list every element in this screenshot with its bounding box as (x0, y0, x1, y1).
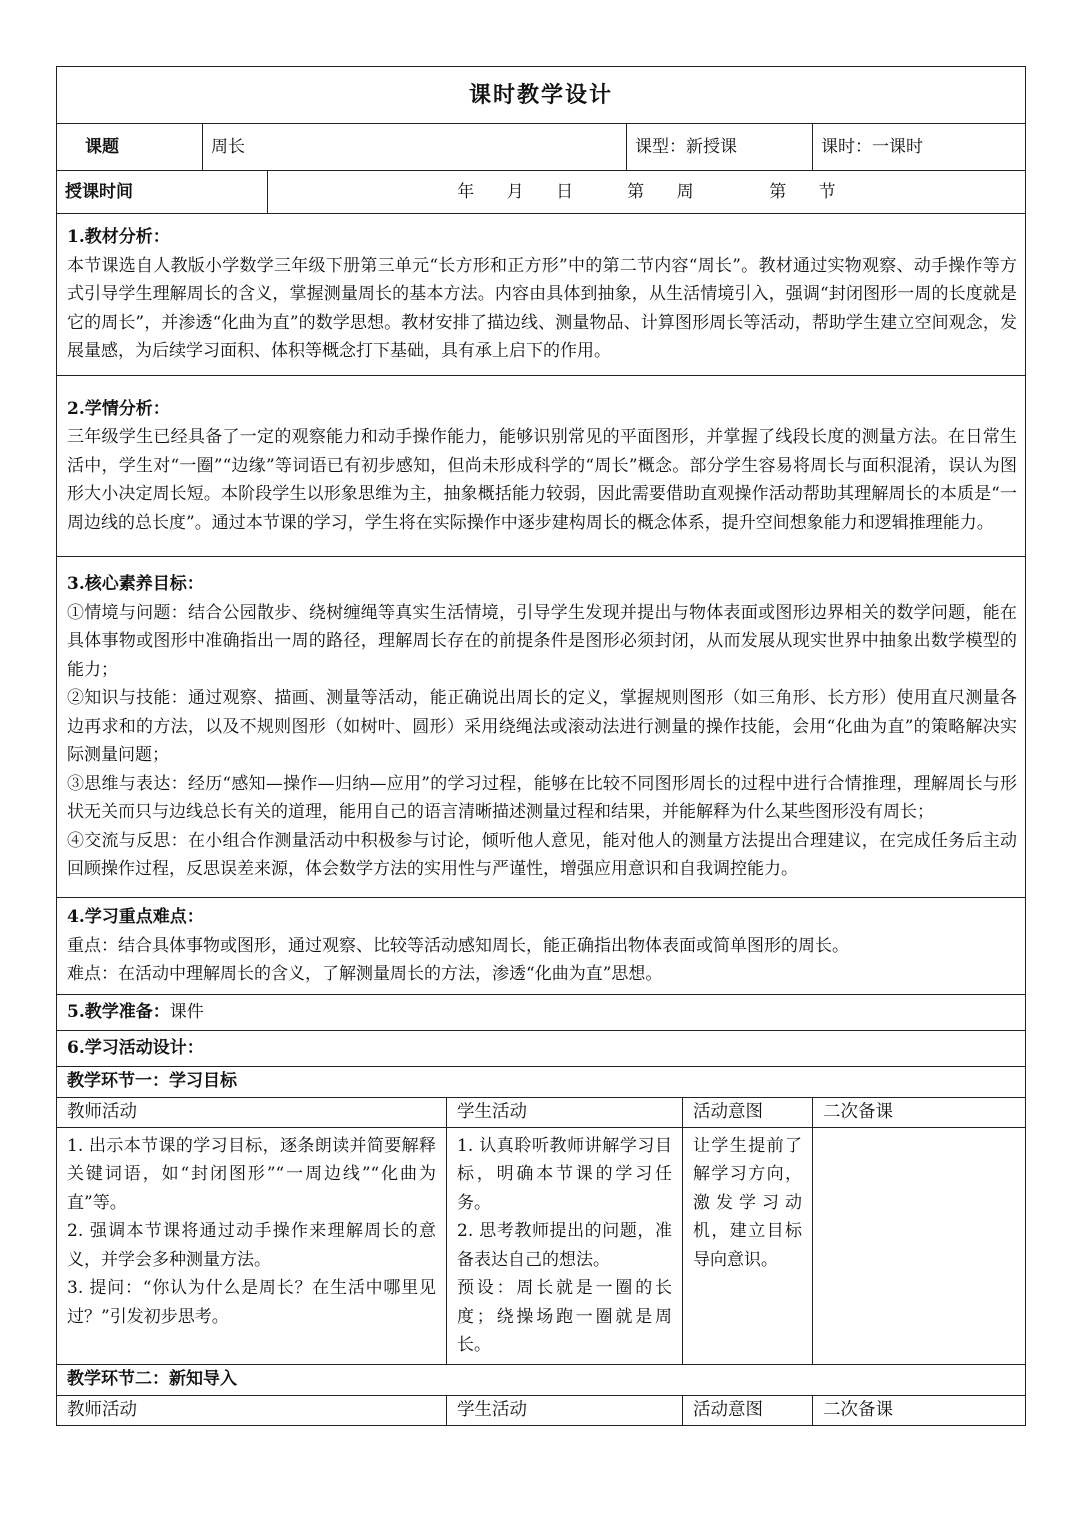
student-step: 1. 认真聆听教师讲解学习目标，明确本节课的学习任务。 (457, 1135, 672, 1213)
col-student-activity: 学生活动 (447, 1395, 683, 1425)
schedule-label: 授课时间 (57, 171, 268, 214)
section-core-goals (57, 557, 1026, 898)
student-activity-cell (447, 1127, 683, 1364)
stage-2-header (57, 1395, 1026, 1425)
section-body: 本节课选自人教版小学数学三年级下册第三单元“长方形和正方形”中的第二节内容“周长”。教材通过实物观察、动手操作等方式引导学生理解周长的含义，掌握测量周长的基本方法。内容由具体到抽象，从生活情境引入，强调“封闭图形一周的长度就是它的周长”，并渗透“化曲为直”的数学思想。教材安排了描边线、测量物品、计算图形周长等活动，帮助学生建立空间观念，发展量感，为后续学习面积、体积等概念打下基础，具有承上启下的作用。 (67, 255, 1017, 362)
section-body: 三年级学生已经具备了一定的观察能力和动手操作能力，能够识别常见的平面图形，并掌握了线段长度的测量方法。在日常生活中，学生对“一圈”“边缘”等词语已有初步感知，但尚未形成科学的“周长”概念。部分学生容易将周长与面积混淆，误认为图形大小决定周长短。本阶段学生以形象思维为主，抽象概括能力较弱，因此需要借助直观操作活动帮助其理解周长的本质是“一周边线的总长度”。通过本节课的学习，学生将在实际操作中逐步建构周长的概念体系，提升空间想象能力和逻辑推理能力。 (67, 427, 1017, 533)
goal-item: ③思维与表达：经历“感知—操作—归纳—应用”的学习过程，能够在比较不同图形周长的过程中进行合情推理，理解周长与形状无关而只与边线总长有关的道理，能用自己的语言清晰描述测量过程和结果，并能解释为什么某些图形没有周长； (67, 773, 1017, 823)
col-teacher-activity: 教师活动 (57, 1097, 447, 1127)
lesson-plan-document (56, 66, 1025, 1426)
col-teacher-activity: 教师活动 (57, 1395, 447, 1425)
col-student-activity: 学生活动 (447, 1097, 683, 1127)
section-heading: 6.学习活动设计： (57, 1030, 1026, 1066)
stage-title: 教学环节二：新知导入 (57, 1364, 1026, 1395)
lesson-type: 课型：新授课 (627, 124, 813, 171)
lesson-plan-table (56, 66, 1026, 1426)
preparation-value: 课件 (169, 1001, 204, 1022)
intent-text: 让学生提前了解学习方向，激发学习动机，建立目标导向意识。 (693, 1135, 802, 1270)
lesson-period: 课时：一课时 (813, 124, 1026, 171)
difficult-point: 难点：在活动中理解周长的含义，了解测量周长的方法，渗透“化曲为直”思想。 (67, 964, 663, 984)
student-step: 预设：周长就是一圈的长度；绕操场跑一圈就是周长。 (457, 1278, 672, 1355)
goal-item: ①情境与问题：结合公园散步、绕树缠绳等真实生活情境，引导学生发现并提出与物体表面或图形边界相关的数学问题，能在具体事物或图形中准确指出一周的路径，理解周长存在的前提条件是图形必须封闭，从而发展从现实世界中抽象出数学模型的能力； (67, 602, 1017, 680)
section-heading: 2.学情分析： (67, 398, 170, 419)
revision-cell (813, 1127, 1026, 1364)
topic-label: 课题 (57, 124, 203, 171)
col-activity-intent: 活动意图 (683, 1395, 813, 1425)
section-students (57, 376, 1026, 557)
stage-1-row (57, 1066, 1026, 1097)
section-preparation (57, 994, 1026, 1030)
col-revision: 二次备课 (813, 1395, 1026, 1425)
stage-2-row (57, 1364, 1026, 1395)
stage-title: 教学环节一：学习目标 (57, 1066, 1026, 1097)
section-key-points (57, 898, 1026, 995)
col-revision: 二次备课 (813, 1097, 1026, 1127)
student-step: 2. 思考教师提出的问题，准备表达自己的想法。 (457, 1221, 672, 1270)
schedule-value: 年 月 日 第 周 第 节 (268, 171, 1026, 214)
info-row (57, 124, 1026, 171)
section-heading: 3.核心素养目标： (67, 574, 204, 595)
stage-1-header (57, 1097, 1026, 1127)
teacher-step: 2. 强调本节课将通过动手操作来理解周长的意义，并学会多种测量方法。 (67, 1221, 436, 1270)
schedule-row (57, 171, 1026, 214)
teacher-step: 3. 提问：“你认为什么是周长？在生活中哪里见过？”引发初步思考。 (67, 1278, 436, 1327)
goal-item: ②知识与技能：通过观察、描画、测量等活动，能正确说出周长的定义，掌握规则图形（如三角形、长方形）使用直尺测量各边再求和的方法，以及不规则图形（如树叶、圆形）采用绕绳法或滚动法进行测量的操作技能，会用“化曲为直”的策略解决实际测量问题； (67, 688, 1017, 766)
title-row (57, 67, 1026, 124)
section-heading: 1.教材分析： (67, 227, 170, 248)
goal-item: ④交流与反思：在小组合作测量活动中积极参与讨论，倾听他人意见，能对他人的测量方法提出合理建议，在完成任务后主动回顾操作过程，反思误差来源，体会数学方法的实用性与严谨性，增强应用意识和自我调控能力。 (67, 830, 1017, 880)
section-heading: 5.教学准备： (67, 1001, 170, 1022)
teacher-step: 1. 出示本节课的学习目标，逐条朗读并简要解释关键词语，如“封闭图形”“一周边线”“化曲为直”等。 (67, 1135, 436, 1213)
stage-1-content (57, 1127, 1026, 1364)
page-title: 课时教学设计 (57, 67, 1026, 124)
topic-value: 周长 (203, 124, 627, 171)
section-material (57, 214, 1026, 376)
activity-intent-cell (683, 1127, 813, 1364)
key-point: 重点：结合具体事物或图形，通过观察、比较等活动感知周长，能正确指出物体表面或简单图形的周长。 (67, 935, 849, 956)
teacher-activity-cell (57, 1127, 447, 1364)
section-activity-design (57, 1030, 1026, 1066)
col-activity-intent: 活动意图 (683, 1097, 813, 1127)
section-heading: 4.学习重点难点： (67, 907, 204, 927)
